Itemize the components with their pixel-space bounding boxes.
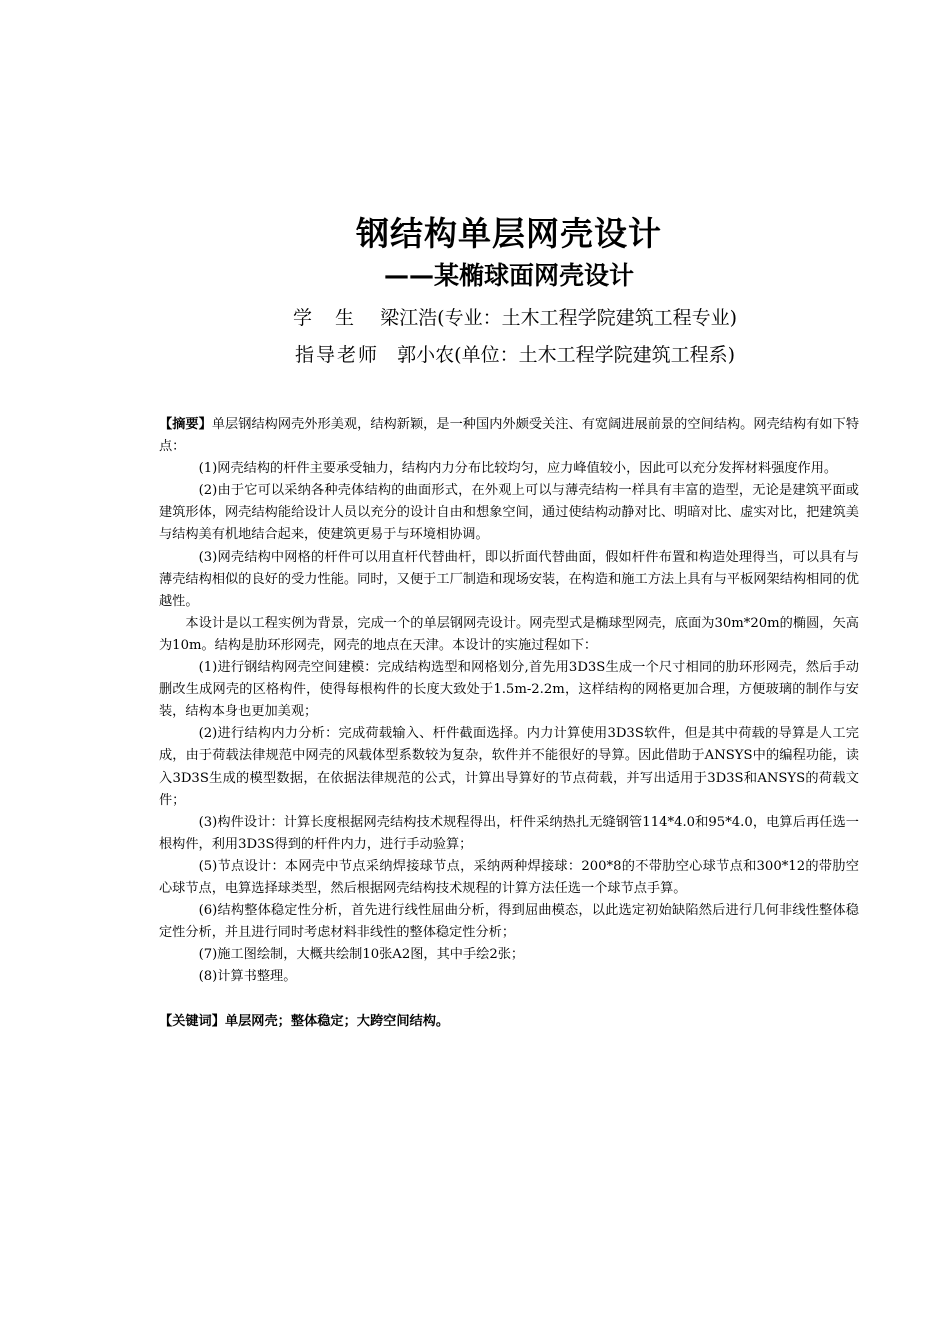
author-text: 梁江浩(专业：土木工程学院建筑工程专业) [380, 307, 737, 329]
abstract-label: 【摘要】 [159, 417, 212, 432]
feature-paragraph: (1)网壳结构的杆件主要承受轴力，结构内力分布比较均匀，应力峰值较小，因此可以充分发挥材料强度作用。 [198, 461, 838, 477]
step-paragraph: (1)进行钢结构网壳空间建模：完成结构选型和网格划分,首先用3D3S生成一个尺寸相同的肋环形网壳，然后手动删改生成网壳的区格构件，使得每根构件的长度大致处于1.5m-2.2m，这样结构的网格更加合理，方便玻璃的制作与安装，结构本身也更加美观； [159, 660, 859, 720]
keywords-text: 单层网壳；整体稳定；大跨空间结构。 [224, 1014, 450, 1029]
abstract-intro-text: 单层钢结构网壳外形美观，结构新颖，是一种国内外颇受关注、有宽阔进展前景的空间结构。网壳结构有如下特点： [159, 417, 860, 455]
step-paragraph: (2)进行结构内力分析：完成荷载输入、杆件截面选择。内力计算使用3D3S软件，但是其中荷载的导算是人工完成，由于荷载法律规范中网壳的风载体型系数较为复杂，软件并不能很好的导算。因此借助于ANSYS中的编程功能，读入3D3S生成的模型数据，在依据法律规范的公式，计算出导算好的节点荷载，并写出适用于3D3S和ANSYS的荷载文件； [159, 726, 859, 808]
design-intro-paragraph: 本设计是以工程实例为背景，完成一个的单层钢网壳设计。网壳型式是椭球型网壳，底面为30m*20m的椭圆，矢高为10m。结构是肋环形网壳，网壳的地点在天津。本设计的实施过程如下： [159, 615, 859, 653]
feature-paragraph: (3)网壳结构中网格的杆件可以用直杆代替曲杆，即以折面代替曲面，假如杆件布置和构造处理得当，可以具有与薄壳结构相似的良好的受力性能。同时，又便于工厂制造和现场安装，在构造和施工方法上具有与平板网架结构相同的优越性。 [159, 549, 859, 609]
document-subtitle: ——某椭球面网壳设计 [383, 261, 634, 290]
step-paragraph: (3)构件设计：计算长度根据网壳结构技术规程得出，杆件采纳热扎无缝钢管114*4.0和95*4.0，电算后再任选一根构件，利用3D3S得到的杆件内力，进行手动验算； [159, 814, 859, 852]
abstract-section [159, 414, 859, 988]
abstract-intro [159, 414, 859, 458]
step-paragraph: (6)结构整体稳定性分析，首先进行线性屈曲分析，得到屈曲模态，以此选定初始缺陷然后进行几何非线性整体稳定性分析，并且进行同时考虑材料非线性的整体稳定性分析； [159, 903, 859, 941]
document-title: 钢结构单层网壳设计 [356, 214, 662, 253]
keywords-label: 【关键词】 [159, 1014, 225, 1029]
step-paragraph: (5)节点设计：本网壳中节点采纳焊接球节点，采纳两种焊接球：200*8的不带肋空心球节点和300*12的带肋空心球节点，电算选择球类型，然后根据网壳结构技术规程的计算方法任选一个球节点手算。 [159, 858, 859, 896]
author-role: 学 生 [292, 307, 356, 329]
feature-paragraph: (2)由于它可以采纳各种壳体结构的曲面形式，在外观上可以与薄壳结构一样具有丰富的造型，无论是建筑平面或建筑形体，网壳结构能给设计人员以充分的设计自由和想象空间，通过使结构动静对比、明暗对比、虚实对比，把建筑美与结构美有机地结合起来，使建筑更易于与环境相协调。 [159, 483, 859, 543]
keywords-section [159, 1011, 859, 1033]
author-text: 郭小农(单位：土木工程学院建筑工程系) [397, 344, 735, 366]
step-paragraph: (8)计算书整理。 [198, 969, 297, 985]
step-paragraph: (7)施工图绘制，大概共绘制10张A2图，其中手绘2张； [198, 947, 525, 963]
author-line-advisor [0, 340, 950, 367]
author-line-student [0, 303, 950, 330]
author-role: 指导老师 [295, 344, 380, 366]
